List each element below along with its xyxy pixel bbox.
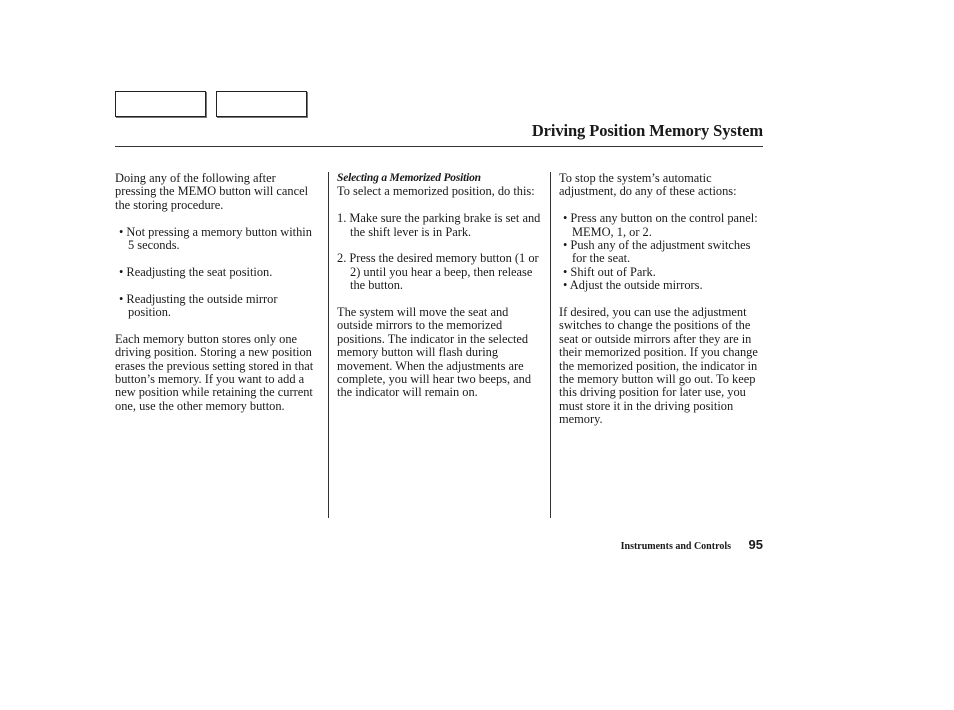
nav-button-index[interactable] <box>216 91 307 117</box>
list-item: • Push any of the adjustment switches for the seat. <box>563 238 751 266</box>
system-move-paragraph: The system will move the seat and outside mirrors to the memorized positions. The indicator in the selected memory button will flash during movement. When the adjustments are complete, you will hear two beeps, and the indicator will remain on. <box>337 305 532 400</box>
middle-column <box>337 172 545 400</box>
cancel-intro: Doing any of the following after pressing the MEMO button will cancel the storing procedure. <box>115 171 309 212</box>
title-rule <box>115 146 763 147</box>
section-subheading: Selecting a Memorized Position <box>337 172 481 184</box>
change-position-paragraph: If desired, you can use the adjustment switches to change the positions of the seat or outside mirrors after they are in their memorized position. If you change the memorized position, the indicator in the memory button will go out. To keep this driving position for later use, you must store it in the driving position memory. <box>559 305 758 427</box>
list-item: • Readjusting the seat position. <box>119 264 273 279</box>
stop-intro: To stop the system’s automatic adjustment, do any of these actions: <box>559 171 737 199</box>
page-number: 95 <box>748 537 763 552</box>
list-item: • Shift out of Park. <box>563 264 656 279</box>
list-item: • Not pressing a memory button within 5 seconds. <box>119 224 312 253</box>
step-item: 1. Make sure the parking brake is set and the shift lever is in Park. <box>337 211 541 239</box>
footer-section-name: Instruments and Controls <box>620 541 731 552</box>
nav-button-contents[interactable] <box>115 91 206 117</box>
list-item: • Press any button on the control panel: MEMO, 1, or 2. <box>563 211 758 239</box>
right-column <box>559 172 763 427</box>
column-divider <box>328 172 329 518</box>
list-item: • Adjust the outside mirrors. <box>563 278 703 293</box>
page-title: Driving Position Memory System <box>531 121 763 140</box>
memory-button-paragraph: Each memory button stores only one driving position. Storing a new position erases the previous setting stored in that button’s memory. If you want to add a new position while retaining the current one, use the other memory button. <box>115 331 314 413</box>
list-item: • Readjusting the outside mirror position. <box>119 291 278 320</box>
step-item: 2. Press the desired memory button (1 or 2) until you hear a beep, then release the button. <box>337 251 539 293</box>
column-divider <box>550 172 551 518</box>
select-intro: To select a memorized position, do this: <box>337 184 535 199</box>
left-column <box>115 172 320 413</box>
